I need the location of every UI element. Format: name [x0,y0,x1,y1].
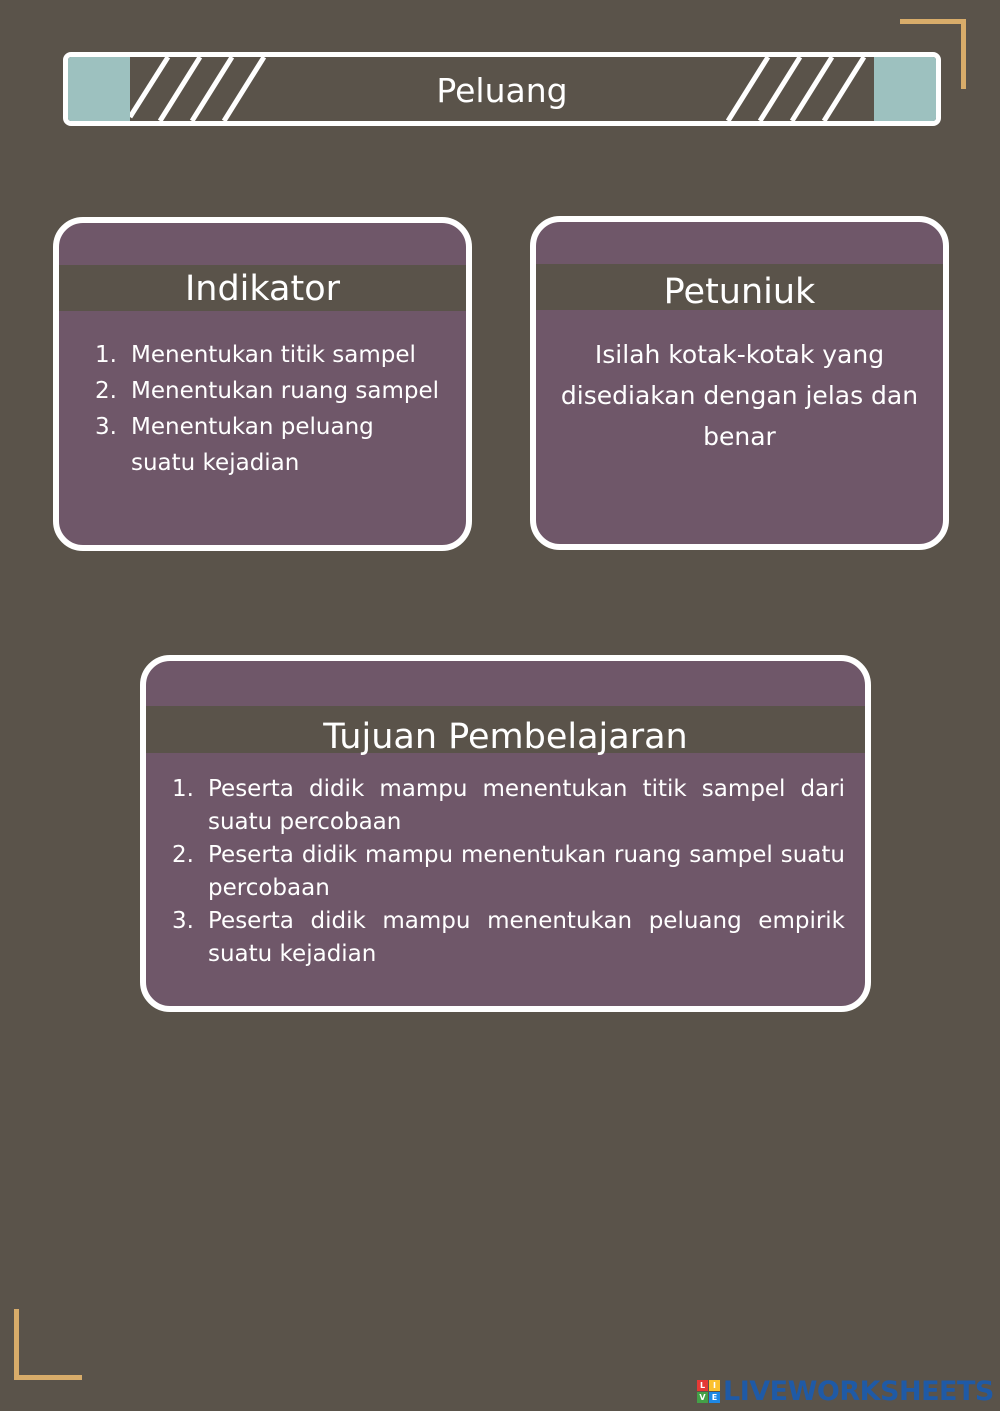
list-item [95,373,445,409]
list-item-text: Menentukan ruang sampel [131,378,440,404]
liveworksheets-logo-icon [697,1380,720,1403]
tujuan-list [172,773,845,971]
list-item [95,409,445,481]
list-item-text: Peserta didik mampu menentukan ruang sampel suatu percobaan [208,842,845,901]
tujuan-card [140,655,871,1012]
petunjuk-card [530,216,949,550]
indikator-heading: Indikator [184,269,341,309]
list-item-number: 3. [172,908,194,934]
list-item-text: Menentukan peluang suatu kejadian [131,414,374,476]
indikator-card [53,217,472,551]
page-title: Peluang [436,70,568,110]
indikator-list [95,337,445,481]
list-item-text: Peserta didik mampu menentukan titik sampel dari suatu percobaan [208,776,845,835]
list-item-text: Peserta didik mampu menentukan peluang empirik suatu kejadian [208,908,845,967]
list-item-number: 1. [172,776,194,802]
liveworksheets-watermark [697,1376,994,1406]
logo-letter: I [709,1380,720,1391]
list-item [172,839,845,905]
petunjuk-text: Isilah kotak-kotak yang disediakan dengan jelas dan benar [560,340,919,451]
list-item [172,905,845,971]
title-banner [63,52,941,126]
list-item-number: 2. [95,378,117,404]
petunjuk-heading: Petuniuk [663,272,816,312]
logo-letter: L [697,1380,708,1391]
list-item [95,337,445,373]
list-item-number: 3. [95,414,117,440]
logo-letter: E [709,1392,720,1403]
list-item-number: 2. [172,842,194,868]
corner-decoration-bottom-left [14,1309,82,1380]
logo-letter: V [697,1392,708,1403]
liveworksheets-wordmark: LIVEWORKSHEETS [723,1375,994,1407]
list-item [172,773,845,839]
tujuan-heading: Tujuan Pembelajaran [323,717,688,757]
list-item-number: 1. [95,342,117,368]
list-item-text: Menentukan titik sampel [131,342,416,368]
